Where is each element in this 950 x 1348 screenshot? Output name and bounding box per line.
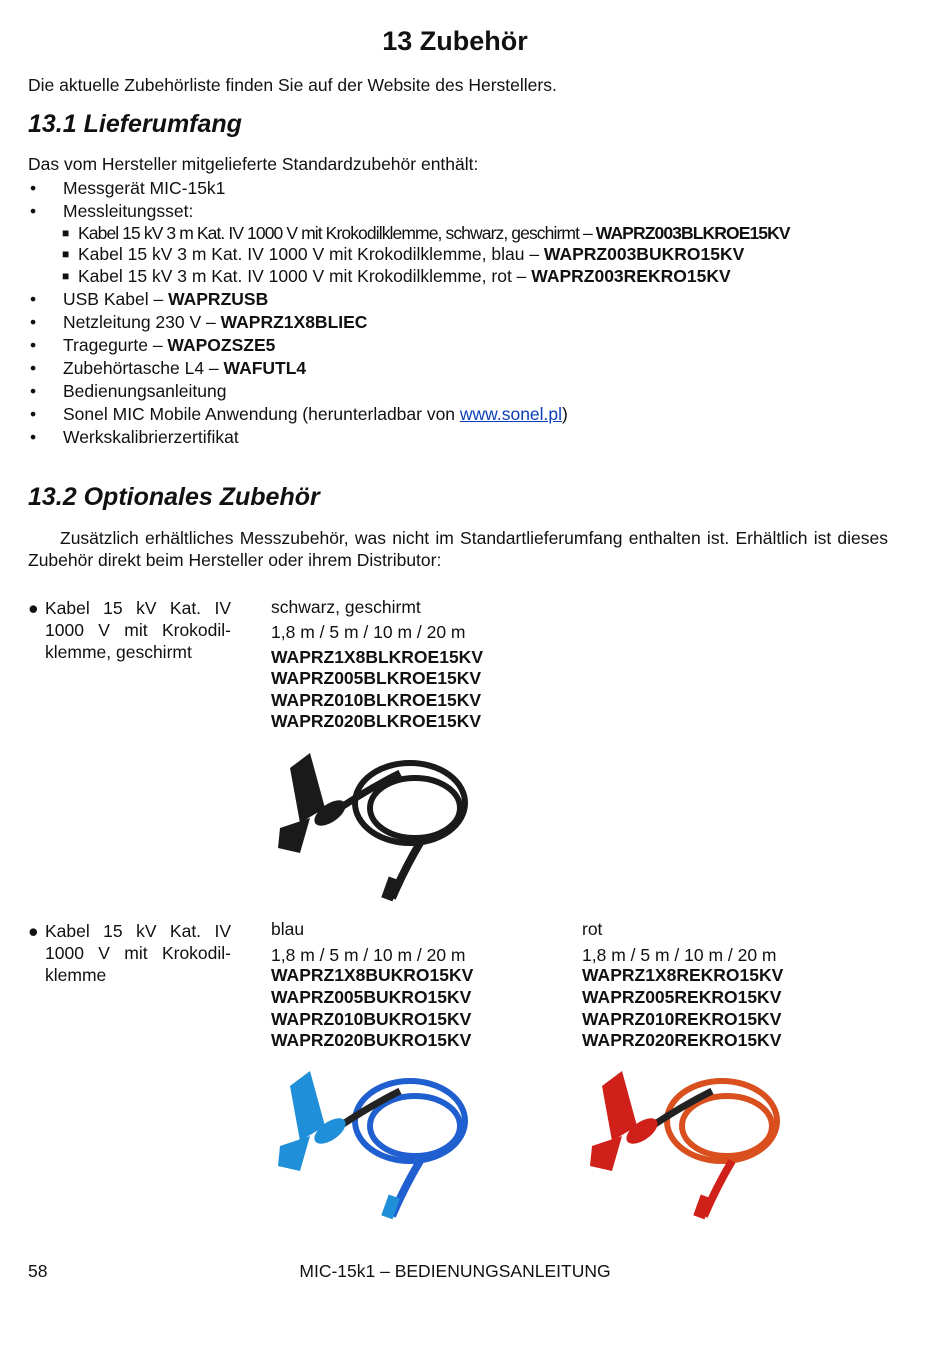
- accessory-color-red: rot: [582, 919, 603, 939]
- order-code: WAPRZ005BLKROE15KV: [271, 668, 482, 688]
- list-item: • Messleitungsset:: [30, 201, 194, 221]
- accessory-lengths: 1,8 m / 5 m / 10 m / 20 m: [271, 622, 466, 642]
- sonel-website-link[interactable]: www.sonel.pl: [459, 404, 563, 424]
- intro-text: Die aktuelle Zubehörliste finden Sie auf der Website des Herstellers.: [28, 75, 557, 95]
- accessory-color: schwarz, geschirmt: [271, 597, 421, 617]
- order-code: WAPRZ020REKRO15KV: [582, 1030, 782, 1050]
- order-code: WAPRZ010BLKROE15KV: [271, 690, 482, 710]
- order-code: WAPRZ1X8BUKRO15KV: [271, 965, 474, 985]
- list-item: • Netzleitung 230 V – WAPRZ1X8BLIEC: [30, 312, 368, 332]
- cable-black-image: [270, 748, 470, 908]
- order-code: WAPRZ020BLKROE15KV: [271, 711, 482, 731]
- list-item: • USB Kabel – WAPRZUSB: [30, 289, 269, 309]
- order-code: WAPRZ010REKRO15KV: [582, 1009, 782, 1029]
- section-heading-lieferumfang: 13.1 Lieferumfang: [28, 110, 242, 138]
- section-lead: Das vom Hersteller mitgelieferte Standardzubehör enthält:: [28, 154, 479, 174]
- page-number: 58: [28, 1261, 48, 1281]
- cable-blue-image: [270, 1066, 470, 1226]
- cable-red-image: [582, 1066, 782, 1226]
- footer-manual-title: MIC-15k1 – BEDIENUNGSANLEITUNG: [299, 1261, 611, 1281]
- accessory-color-blue: blau: [271, 919, 305, 939]
- list-item: • Bedienungsanleitung: [30, 381, 227, 401]
- chapter-title: 13 Zubehör: [382, 26, 528, 56]
- order-code: WAPRZ005REKRO15KV: [582, 987, 782, 1007]
- sub-list-item: ■ Kabel 15 kV 3 m Kat. IV 1000 V mit Krokodilklemme, blau – WAPRZ003BUKRO15KV: [62, 244, 745, 264]
- accessory-label: ● Kabel 15 kV Kat. IV 1000 V mit Krokodil-klemme, geschirmt: [28, 598, 231, 662]
- list-item: • Tragegurte – WAPOZSZE5: [30, 335, 276, 355]
- list-item: • Sonel MIC Mobile Anwendung (herunterladbar von www.sonel.pl): [30, 404, 568, 424]
- sub-list-item: ■ Kabel 15 kV 3 m Kat. IV 1000 V mit Krokodilklemme, schwarz, geschirmt – WAPRZ003BLKROE15KV: [62, 223, 790, 243]
- order-code: WAPRZ010BUKRO15KV: [271, 1009, 472, 1029]
- list-item: • Werkskalibrierzertifikat: [30, 427, 239, 447]
- order-code: WAPRZ1X8BLKROE15KV: [271, 647, 483, 667]
- order-code: WAPRZ020BUKRO15KV: [271, 1030, 472, 1050]
- sub-list-item: ■ Kabel 15 kV 3 m Kat. IV 1000 V mit Krokodilklemme, rot – WAPRZ003REKRO15KV: [62, 266, 731, 286]
- list-item: • Zubehörtasche L4 – WAFUTL4: [30, 358, 307, 378]
- accessory-lengths: 1,8 m / 5 m / 10 m / 20 m: [271, 945, 466, 965]
- section-lead: Zusätzlich erhältliches Messzubehör, was nicht im Standartlieferumfang enthalten ist. Erhältlich ist dieses Zubehör direkt beim Hersteller oder ihrem Distributor:: [28, 528, 888, 570]
- order-code: WAPRZ005BUKRO15KV: [271, 987, 472, 1007]
- accessory-lengths: 1,8 m / 5 m / 10 m / 20 m: [582, 945, 777, 965]
- section-heading-optionales-zubehoer: 13.2 Optionales Zubehör: [28, 483, 320, 511]
- order-code: WAPRZ1X8REKRO15KV: [582, 965, 784, 985]
- list-item: • Messgerät MIC-15k1: [30, 178, 226, 198]
- accessory-label: ● Kabel 15 kV Kat. IV 1000 V mit Krokodil-klemme: [28, 921, 231, 985]
